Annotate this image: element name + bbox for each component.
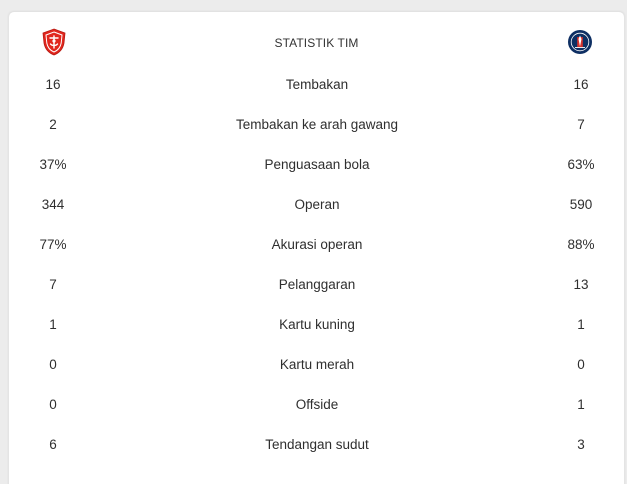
home-value: 0 — [49, 357, 57, 372]
stat-row-possession — [9, 145, 624, 185]
stat-row-offside — [9, 385, 624, 425]
stat-row-shots-on-target — [9, 105, 624, 145]
stat-label: Penguasaan bola — [264, 157, 370, 172]
stat-label: Operan — [294, 197, 340, 212]
away-value: 590 — [569, 197, 593, 212]
stat-label: Akurasi operan — [271, 237, 363, 252]
stat-label: Kartu merah — [279, 357, 355, 372]
away-value: 0 — [577, 357, 585, 372]
team-stats-card — [8, 11, 625, 484]
stat-row-pass-accuracy — [9, 225, 624, 265]
away-value: 3 — [577, 437, 585, 452]
home-value: 77% — [39, 237, 67, 252]
home-value: 16 — [45, 77, 61, 92]
stat-row-fouls — [9, 265, 624, 305]
stat-label: Tendangan sudut — [265, 437, 369, 452]
home-value: 0 — [49, 397, 57, 412]
away-value: 63% — [567, 157, 595, 172]
away-value: 88% — [567, 237, 595, 252]
home-value: 344 — [41, 197, 65, 212]
stat-label: Offside — [295, 397, 339, 412]
stat-row-corners — [9, 425, 624, 465]
away-value: 16 — [573, 77, 589, 92]
stat-label: Kartu kuning — [279, 317, 355, 332]
stat-row-red-cards — [9, 345, 624, 385]
stat-row-shots — [9, 65, 624, 105]
away-value: 1 — [577, 397, 585, 412]
stat-row-yellow-cards — [9, 305, 624, 345]
away-value: 13 — [573, 277, 589, 292]
psg-crest-icon — [567, 28, 593, 56]
away-value: 1 — [577, 317, 585, 332]
home-value: 7 — [49, 277, 57, 292]
stats-rows — [9, 65, 624, 465]
away-value: 7 — [577, 117, 585, 132]
stats-header — [9, 12, 624, 70]
stat-label: Pelanggaran — [278, 277, 356, 292]
stat-label: Tembakan ke arah gawang — [235, 117, 399, 132]
stats-title: STATISTIK TIM — [274, 36, 359, 50]
stat-row-passes — [9, 185, 624, 225]
stat-label: Tembakan — [285, 77, 349, 92]
home-value: 37% — [39, 157, 67, 172]
home-value: 6 — [49, 437, 57, 452]
home-value: 1 — [49, 317, 57, 332]
home-value: 2 — [49, 117, 57, 132]
